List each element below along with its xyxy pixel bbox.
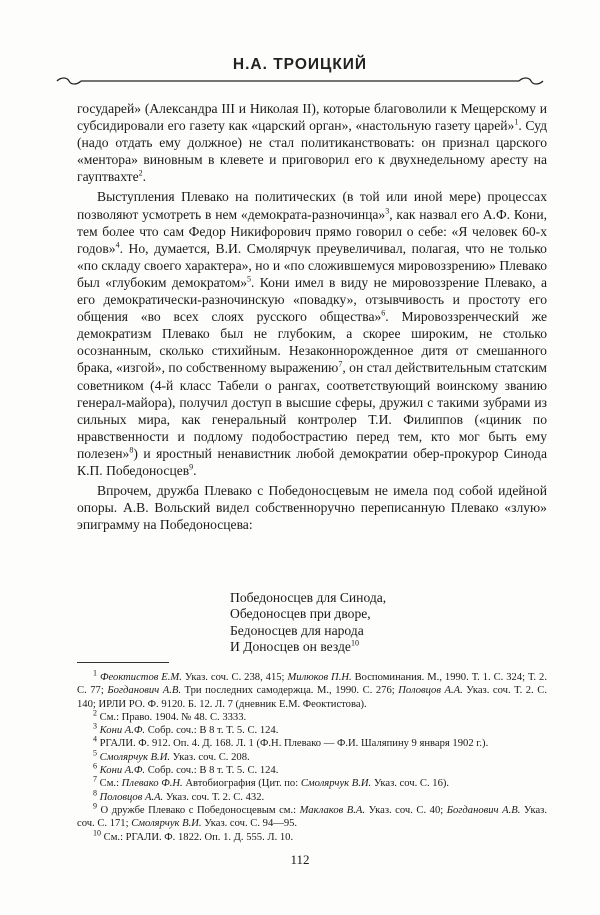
footnote-text: См.: РГАЛИ. Ф. 1822. Оп. 1. Д. 555. Л. 10.: [103, 831, 294, 843]
footnote-ref[interactable]: 1: [514, 117, 519, 127]
footnote-text: Собр. соч.: В 8 т. Т. 5. С. 124.: [145, 765, 279, 777]
footnote-text: Указ. соч. С. 171;: [77, 804, 547, 830]
epigram: [230, 590, 460, 656]
main-text: [77, 100, 547, 533]
footnote-text: РГАЛИ. Ф. 912. Оп. 4. Д. 168. Л. 1 (Ф.Н. Плевако — Ф.И. Шаляпину 9 января 1902 г.).: [99, 738, 489, 750]
footnote-author: Половцов А.А.: [398, 685, 463, 697]
footnote: [77, 734, 547, 750]
footnote-author: Феоктистов Е.М.: [99, 672, 182, 683]
footnote: [77, 708, 547, 724]
footnote-author: Смолярчук В.И.: [300, 778, 372, 790]
text-fragment: ко был не глубоким, а скорее широким, не столько осознанным, сколь: [77, 326, 547, 359]
text-fragment: ную газету царей»: [406, 118, 515, 134]
text-fragment: слоях русского общества»: [211, 309, 382, 325]
footnote-author: Кони А.Ф.: [99, 765, 146, 777]
footnote-text: Указ. соч. С. 94—95.: [201, 818, 298, 830]
poem-line-text: И Доносцев он везде: [230, 639, 351, 655]
footnote-text: Три последних самодержца. М., 1990. С. 276;: [180, 685, 399, 697]
text-fragment: «изгой», по собственному выражению: [116, 360, 339, 376]
footnote-ref[interactable]: 6: [381, 308, 386, 318]
footnote-text: См.: Право. 1904. № 48. С. 3333.: [99, 711, 247, 723]
footnote-ref[interactable]: 9: [189, 462, 194, 472]
footnote-ref[interactable]: 2: [138, 168, 143, 178]
footnote-ref[interactable]: 3: [385, 206, 390, 216]
footnote-author: Богданович А.В.: [446, 804, 521, 816]
footnote-number: 8: [93, 788, 97, 798]
footnote: [77, 774, 547, 790]
footnote-ref[interactable]: 8: [129, 445, 134, 455]
footnote-text: О дружбе Плевако с Победоносцевым см.:: [100, 804, 300, 816]
paragraph: [77, 482, 547, 533]
footnote: [77, 761, 547, 777]
footnote-text: Указ. соч. С. 16).: [371, 778, 450, 790]
ornamental-rule-icon: [55, 76, 545, 86]
footnote-number: 7: [93, 774, 97, 784]
running-header: [55, 56, 545, 86]
text-fragment: вал, полагая, что не только «по складу своего характера», но и «по сло: [77, 240, 547, 273]
paragraph: [77, 188, 547, 479]
text-fragment: идейной опоры. А.В. Вольский видел собственноручно переписанную: [77, 483, 547, 516]
text-fragment: липпов («циник по нравственности и подлому подобострастию перед: [77, 411, 547, 444]
text-fragment: цессах позволяют усмотреть в нем «демократа-разночинца»: [77, 189, 547, 222]
text-fragment: щерскому и субсидировали его газету как «царский орган», «настоль: [77, 101, 547, 134]
poem-line: Обедоносцев при дворе,: [230, 606, 371, 622]
poem-line: Победоносцев для Синода,: [230, 590, 387, 605]
text-fragment: .: [193, 462, 197, 478]
page-number: 112: [290, 852, 310, 867]
footnote-number: 10: [93, 828, 101, 838]
text-fragment: Выступления Плевако на политических (в той или иной мере) про: [97, 189, 509, 205]
text-fragment: скому званию генерал-майора), получил доступ в высшие сферы, дружил: [77, 377, 547, 410]
running-header-title: Н.А. ТРОИЦКИЙ: [232, 56, 368, 73]
footnote: [77, 828, 547, 844]
text-fragment: тем, кто мог быть ему полезен»: [77, 428, 547, 461]
text-fragment: с такими зубрами из сильных мира, как генеральный контролер Т.И. Фи: [77, 394, 547, 427]
footnote-text: См.:: [99, 778, 122, 790]
text-fragment: государей» (Александра III и Николая II), которые благоволили к Ме: [77, 101, 479, 116]
footnote: [77, 801, 547, 831]
footnote-number: 2: [93, 708, 97, 718]
footnote-divider: [77, 662, 169, 663]
text-fragment: ) и яростный ненавистник любой демок: [133, 445, 375, 461]
paragraph: [77, 100, 547, 185]
footnote-ref[interactable]: 5: [247, 274, 252, 284]
text-fragment: , он стал действительным стат: [342, 360, 519, 376]
footnote-number: 1: [93, 668, 97, 678]
text-fragment: ствовать: он признал царского «ментора» виновным в клевете и при: [77, 135, 547, 168]
footnote-author: Богданович А.В.: [107, 685, 181, 697]
text-fragment: его А.Ф. Кони, тем более что сам Федор Никифорович прямо говорил о: [77, 206, 547, 239]
footnote-text: Автобиография (Цит. по:: [182, 778, 301, 790]
text-fragment: себе: «Я человек 60-х годов»: [77, 223, 547, 256]
footnote-text: Указ. соч. С. 208.: [170, 751, 250, 763]
footnote-number: 3: [93, 721, 97, 731]
footnote-author: Милюков П.Н.: [287, 672, 352, 683]
footnote-text: Указ. соч. С. 40;: [365, 804, 447, 816]
text-fragment: , как назвал: [389, 206, 461, 222]
footnote-author: Смолярчук В.И.: [131, 818, 202, 830]
footnote-author: Плевако Ф.Н.: [121, 778, 183, 790]
footnote-number: 6: [93, 761, 97, 771]
footnote-author: Маклаков В.А.: [299, 804, 366, 816]
footnote-ref[interactable]: 10: [350, 638, 359, 648]
footnote: [77, 668, 547, 711]
text-fragment: .: [251, 274, 260, 290]
footnote-text: Указ. соч. С. 238, 415;: [181, 672, 288, 683]
footnote-author: Кони А.Ф.: [99, 725, 146, 737]
text-fragment: . Но, думается, В.И. Смолярчук преувеличи: [119, 240, 384, 256]
text-fragment: .: [142, 169, 147, 185]
text-fragment: . Мировоззренческий же демократизм Плева: [77, 309, 547, 342]
footnote-author: Половцов А.А.: [99, 791, 164, 803]
footnote-number: 4: [93, 734, 97, 744]
text-fragment: ратии обер-прокурор Синода К.П. Победоносцев: [77, 445, 547, 478]
footnote-text: Собр. соч.: В 8 т. Т. 5. С. 124.: [145, 725, 279, 737]
text-fragment: говорил его к двухнедельному аресту на гауптвахте: [77, 152, 547, 185]
text-fragment: жившемуся мировоззрению» Плевако был «глубоким демократом»: [77, 257, 547, 290]
footnote-ref[interactable]: 7: [338, 359, 343, 369]
text-fragment: ским советником (4-й класс Табели о рангах, соответствующий воин: [77, 360, 547, 393]
footnote-number: 9: [93, 801, 97, 811]
text-fragment: Кони имел в виду не мировоззрение Плевако, а его демократически-раз: [77, 274, 547, 308]
text-fragment: . Суд (надо отдать ему должное) не стал политикан: [77, 118, 547, 151]
footnote: [77, 721, 547, 737]
footnote: [77, 748, 547, 764]
footnote-author: Смолярчук В.И.: [99, 751, 170, 763]
footnote: [77, 788, 547, 804]
footnote-text: Указ. соч. Т. 2. С. 432.: [163, 791, 265, 803]
poem-line: [230, 639, 460, 655]
text-fragment: ночинскую «повадку», отзывчивость и простоту его общения «во всех: [77, 292, 547, 325]
footnote-number: 5: [93, 748, 97, 758]
footnote-ref[interactable]: 4: [115, 240, 120, 250]
footnote-text: Указ. соч. Т. 2. С. 140; ИРЛИ РО. Ф. 9120. Б. 12. Л. 7 (дневник Е.М. Феоктистова).: [77, 685, 547, 710]
text-fragment: Впрочем, дружба Плевако с Победоносцевым не имела под собой: [97, 483, 499, 499]
poem-line: Бедоносцев для народа: [230, 622, 364, 638]
text-fragment: Плевако «злую» эпиграмму на Победоносцева:: [77, 500, 547, 533]
text-fragment: ко стихийным. Незаконнорожденное дитя от смешанного брака,: [77, 343, 547, 376]
footnote-text: Воспоминания. М., 1990. Т. 1. С. 324; Т. 2. С. 77;: [77, 672, 547, 697]
footnotes: [77, 668, 547, 844]
